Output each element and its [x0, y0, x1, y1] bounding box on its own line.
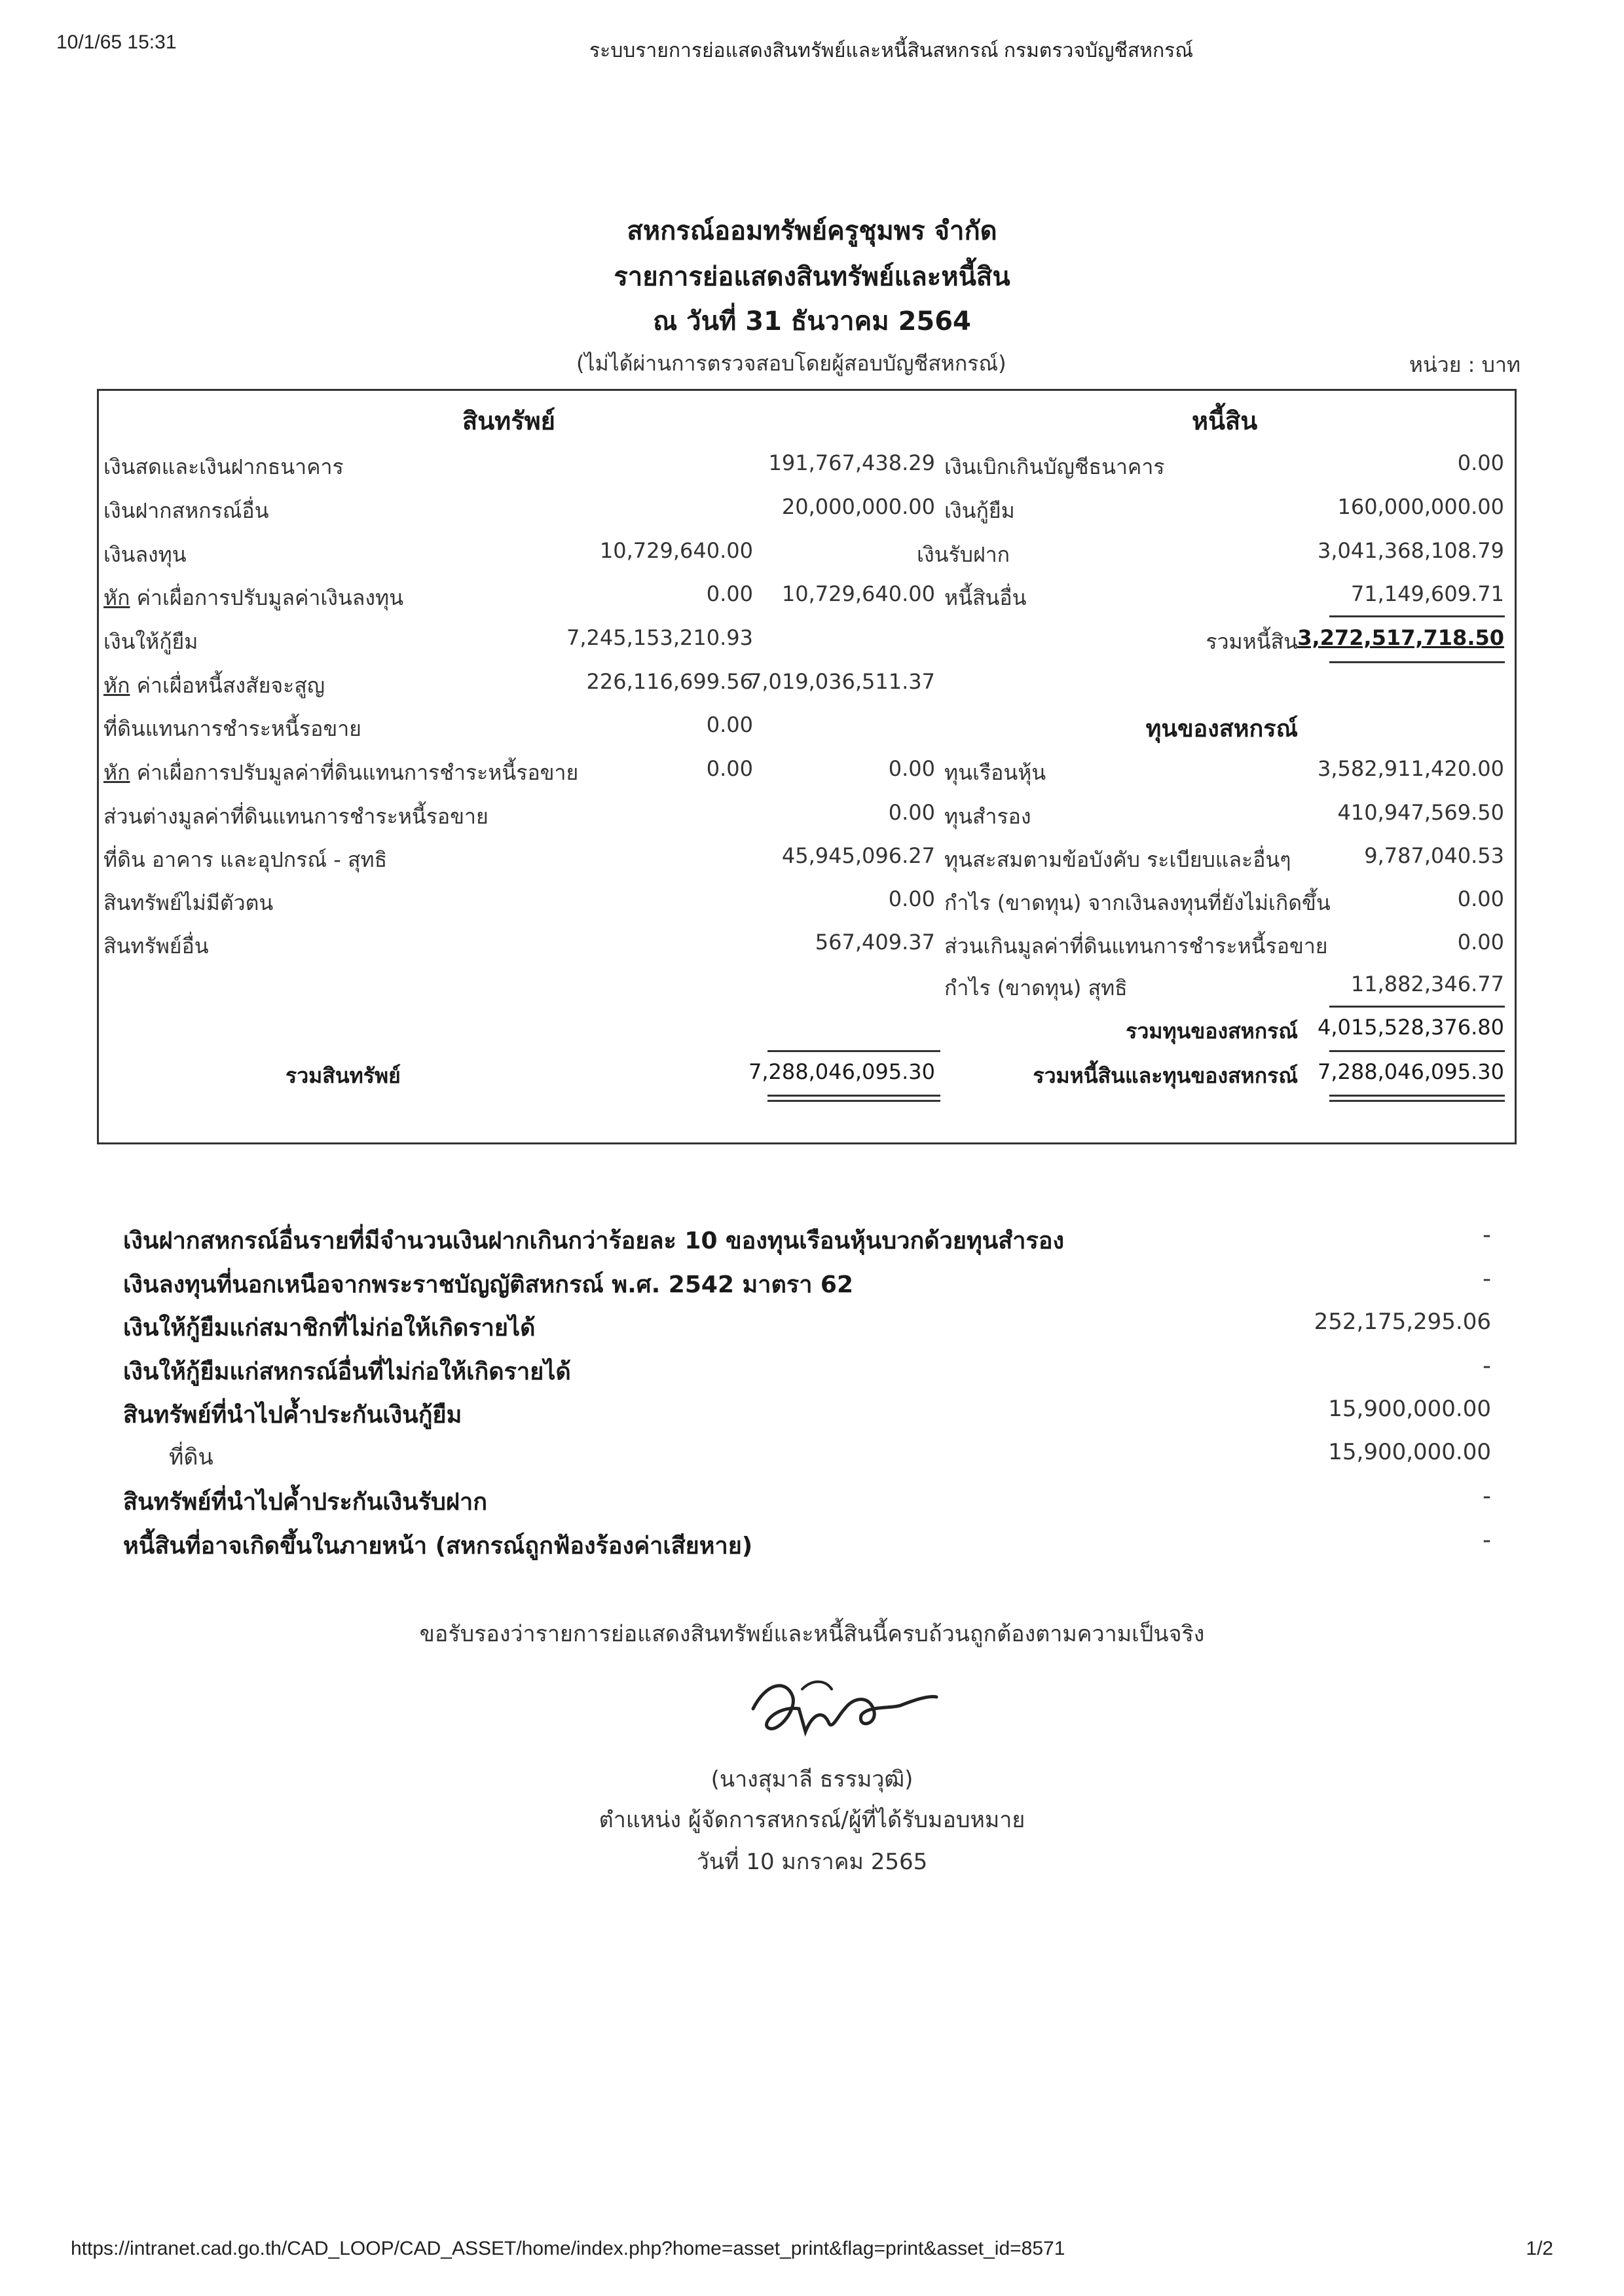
- certify-text: ขอรับรองว่ารายการย่อแสดงสินทรัพย์และหนี้สินนี้ครบถ้วนถูกต้องตามความเป็นจริง: [419, 1621, 1205, 1647]
- total-liab-label: รวมหนี้สิน: [1206, 629, 1298, 654]
- total-equity-rule: [1329, 1050, 1505, 1052]
- total-assets-value: 7,288,046,095.30: [748, 1059, 935, 1084]
- excess-land-label: ส่วนเกินมูลค่าที่ดินแทนการชำระหนี้รอขาย: [944, 934, 1328, 958]
- ppe-total: 45,945,096.27: [781, 843, 935, 868]
- land-debt-label: ที่ดินแทนการชำระหนี้รอขาย: [103, 716, 361, 741]
- other-assets-total: 567,409.37: [815, 930, 935, 955]
- cash-total: 191,767,438.29: [768, 450, 935, 475]
- extra-value-1: -: [1483, 1266, 1491, 1292]
- funds-label: ทุนสะสมตามข้อบังคับ ระเบียบและอื่นๆ: [944, 847, 1291, 872]
- sign-date: วันที่ 10 มกราคม 2565: [696, 1849, 928, 1875]
- invest-allow-row: [103, 581, 403, 615]
- land-debt-allow: 0.00: [706, 756, 753, 781]
- overdraft-label: เงินเบิกเกินบัญชีธนาคาร: [944, 454, 1165, 479]
- deduct-label: หัก: [103, 673, 130, 698]
- shares-value: 3,582,911,420.00: [1318, 756, 1504, 781]
- le-double-rule-1: [1329, 1095, 1505, 1097]
- reserve-value: 410,947,569.50: [1337, 800, 1504, 825]
- land-debt-net: 0.00: [888, 756, 935, 781]
- extra-label-0: เงินฝากสหกรณ์อื่นรายที่มีจำนวนเงินฝากเกินกว่าร้อยละ 10 ของทุนเรือนหุ้นบวกด้วยทุนสำรอง: [123, 1228, 1065, 1254]
- ppe-label: ที่ดิน อาคาร และอุปกรณ์ - สุทธิ: [103, 847, 388, 872]
- signer-name: (นางสุมาลี ธรรมวุฒิ): [710, 1766, 913, 1793]
- extra-value-4: 15,900,000.00: [1328, 1396, 1491, 1422]
- loans-allow-row: [103, 669, 325, 702]
- shares-label: ทุนเรือนหุ้น: [944, 760, 1046, 785]
- net-profit-label: กำไร (ขาดทุน) สุทธิ: [944, 975, 1128, 1000]
- extra-label-4: สินทรัพย์ที่นำไปค้ำประกันเงินกู้ยืม: [123, 1402, 462, 1429]
- invest-net: 10,729,640.00: [781, 581, 935, 606]
- net-profit-value: 11,882,346.77: [1350, 972, 1504, 996]
- total-liab-value: 3,272,517,718.50: [1297, 625, 1504, 650]
- doc-title: รายการย่อแสดงสินทรัพย์และหนี้สิน: [614, 262, 1010, 292]
- cash-label: เงินสดและเงินฝากธนาคาร: [103, 454, 344, 479]
- equity-header: ทุนของสหกรณ์: [1145, 716, 1298, 742]
- unrealized-label: กำไร (ขาดทุน) จากเงินลงทุนที่ยังไม่เกิดขึ้น: [944, 890, 1331, 915]
- loans-allow-label: ค่าเผื่อหนี้สงสัยจะสูญ: [136, 673, 325, 698]
- borrow-label: เงินกู้ยืม: [944, 498, 1015, 523]
- print-url: https://intranet.cad.go.th/CAD_LOOP/CAD_ASSET/home/index.php?home=asset_print&flag=print&asset_id=8571: [71, 2238, 1065, 2259]
- total-le-value: 7,288,046,095.30: [1318, 1059, 1504, 1084]
- assets-double-rule-2: [767, 1100, 940, 1102]
- invest-gross: 10,729,640.00: [599, 538, 753, 563]
- overdraft-value: 0.00: [1457, 450, 1504, 475]
- deduct-label: หัก: [103, 585, 130, 610]
- borrow-value: 160,000,000.00: [1337, 494, 1504, 519]
- extra-value-0: -: [1483, 1222, 1491, 1248]
- land-debt-allow-label: ค่าเผื่อการปรับมูลค่าที่ดินแทนการชำระหนี้รอขาย: [136, 760, 579, 785]
- equity-rule: [1329, 1006, 1505, 1008]
- loans-allow: 226,116,699.56: [586, 669, 753, 694]
- total-liab-rule: [1329, 661, 1505, 663]
- loans-label: เงินให้กู้ยืม: [103, 629, 198, 654]
- land-debt-gross: 0.00: [706, 712, 753, 737]
- other-liab-value: 71,149,609.71: [1350, 581, 1504, 606]
- print-page-number: 1/2: [1526, 2238, 1553, 2259]
- total-le-label: รวมหนี้สินและทุนของสหกรณ์: [1033, 1063, 1298, 1088]
- coop-deposit-label: เงินฝากสหกรณ์อื่น: [103, 498, 269, 523]
- extra-label-2: เงินให้กู้ยืมแก่สมาชิกที่ไม่ก่อให้เกิดรายได้: [123, 1315, 536, 1341]
- other-liab-label: หนี้สินอื่น: [944, 585, 1027, 610]
- invest-label: เงินลงทุน: [103, 542, 187, 567]
- assets-total-rule: [767, 1050, 940, 1052]
- total-assets-label: รวมสินทรัพย์: [286, 1063, 401, 1088]
- funds-value: 9,787,040.53: [1364, 843, 1504, 868]
- extra-value-7: -: [1483, 1527, 1491, 1554]
- extra-label-5: ที่ดิน: [169, 1444, 213, 1470]
- extra-value-2: 252,175,295.06: [1314, 1309, 1491, 1335]
- subtotal-rule: [1329, 615, 1505, 617]
- audit-note: (ไม่ได้ผ่านการตรวจสอบโดยผู้สอบบัญชีสหกรณ์): [576, 351, 1006, 376]
- extra-label-3: เงินให้กู้ยืมแก่สหกรณ์อื่นที่ไม่ก่อให้เกิดรายได้: [123, 1358, 571, 1385]
- extra-value-3: -: [1483, 1353, 1491, 1379]
- signature-icon: [740, 1669, 950, 1755]
- extra-label-1: เงินลงทุนที่นอกเหนือจากพระราชบัญญัติสหกรณ์ พ.ศ. 2542 มาตรา 62: [123, 1271, 854, 1298]
- deposits-label: เงินรับฝาก: [917, 542, 1010, 567]
- assets-double-rule-1: [767, 1095, 940, 1097]
- extra-value-6: -: [1483, 1483, 1491, 1510]
- extra-label-7: หนี้สินที่อาจเกิดขึ้นในภายหน้า (สหกรณ์ถูกฟ้องร้องค่าเสียหาย): [123, 1533, 753, 1559]
- land-debt-allow-row: [103, 756, 578, 790]
- assets-header: สินทรัพย์: [462, 407, 555, 435]
- unit-label: หน่วย : บาท: [1409, 352, 1521, 377]
- le-double-rule-2: [1329, 1100, 1505, 1102]
- print-page-title: ระบบรายการย่อแสดงสินทรัพย์และหนี้สินสหกรณ์ กรมตรวจบัญชีสหกรณ์: [589, 40, 1194, 62]
- land-diff-total: 0.00: [888, 800, 935, 825]
- liabilities-header: หนี้สิน: [1192, 407, 1258, 435]
- extra-label-6: สินทรัพย์ที่นำไปค้ำประกันเงินรับฝาก: [123, 1489, 487, 1516]
- unrealized-value: 0.00: [1457, 886, 1504, 911]
- invest-allow: 0.00: [706, 581, 753, 606]
- total-equity-value: 4,015,528,376.80: [1318, 1015, 1504, 1040]
- excess-land-value: 0.00: [1457, 930, 1504, 955]
- intangible-label: สินทรัพย์ไม่มีตัวตน: [103, 890, 274, 915]
- loans-gross: 7,245,153,210.93: [566, 625, 753, 650]
- loans-net: 7,019,036,511.37: [748, 669, 935, 694]
- doc-date: ณ วันที่ 31 ธันวาคม 2564: [653, 306, 971, 337]
- signer-position: ตำแหน่ง ผู้จัดการสหกรณ์/ผู้ที่ได้รับมอบหมาย: [599, 1807, 1025, 1833]
- intangible-total: 0.00: [888, 886, 935, 911]
- reserve-label: ทุนสำรอง: [944, 804, 1031, 829]
- extra-value-5: 15,900,000.00: [1328, 1439, 1491, 1465]
- total-equity-label: รวมทุนของสหกรณ์: [1126, 1019, 1298, 1044]
- deduct-label: หัก: [103, 760, 130, 785]
- print-datetime: 10/1/65 15:31: [56, 31, 177, 53]
- coop-deposit-total: 20,000,000.00: [781, 494, 935, 519]
- org-name: สหกรณ์ออมทรัพย์ครูชุมพร จำกัด: [627, 216, 997, 246]
- invest-allow-label: ค่าเผื่อการปรับมูลค่าเงินลงทุน: [136, 585, 403, 610]
- land-diff-label: ส่วนต่างมูลค่าที่ดินแทนการชำระหนี้รอขาย: [103, 804, 489, 829]
- deposits-value: 3,041,368,108.79: [1318, 538, 1504, 563]
- other-assets-label: สินทรัพย์อื่น: [103, 934, 209, 958]
